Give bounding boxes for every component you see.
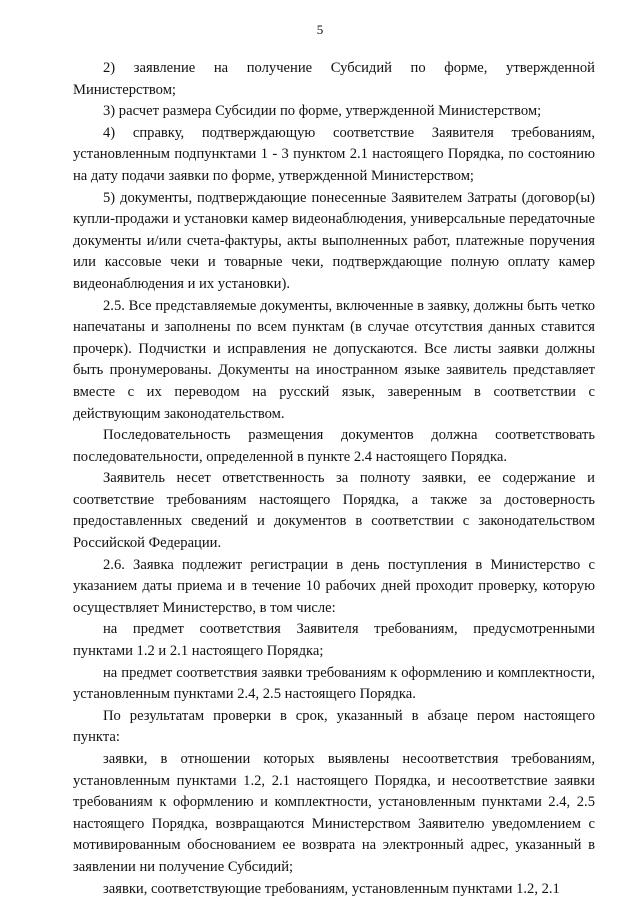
paragraph-item-5: 5) документы, подтверждающие понесенные Заявителем Затраты (договор(ы) купли-продажи и установки камер видеонаблюдения, универсальные передаточные документы и/или счета-фактуры, акты выполненных работ, платежные поручения или кассовые чеки и товарные чеки, подтверждающие полную оплату камер видеонаблюдения и их установки). <box>73 189 595 292</box>
paragraph-applicant-responsibility: Заявитель несет ответственность за полноту заявки, ее содержание и соответствие требованиям настоящего Порядка, а также за достоверность предоставленных сведений и документов в соответствии с законодательством Российской Федерации. <box>73 470 595 552</box>
paragraph-item-3: 3) расчет размера Субсидии по форме, утвержденной Министерством; <box>103 103 542 120</box>
paragraph-document-order: Последовательность размещения документов должна соответствовать последовательности, определенной в пункте 2.4 настоящего Порядка. <box>73 427 595 465</box>
paragraph-compliant-applications: заявки, соответствующие требованиям, установленным пунктами 1.2, 2.1 <box>103 880 560 897</box>
paragraph-clause-2-6: 2.6. Заявка подлежит регистрации в день поступления в Министерство с указанием даты приема и в течение 10 рабочих дней проходит проверку, которую осуществляет Министерство, в том числе: <box>73 556 595 616</box>
paragraph-clause-2-5: 2.5. Все представляемые документы, включенные в заявку, должны быть четко напечатаны и заполнены по всем пунктам (в случае отсутствия данных ставится прочерк). Подчистки и исправления не допускаются. Все листы заявки должны быть пронумерованы. Документы на иностранном языке заявитель представляет вместе с их переводом на русский язык, заверенным в соответствии с действующим законодательством. <box>73 297 595 422</box>
paragraph-check-applicant: на предмет соответствия Заявителя требованиям, предусмотренными пунктами 1.2 и 2.1 настоящего Порядка; <box>73 621 595 660</box>
document-body <box>73 58 595 900</box>
paragraph-item-2: 2) заявление на получение Субсидий по форме, утвержденной Министерством; <box>73 60 595 98</box>
paragraph-item-4: 4) справку, подтверждающую соответствие Заявителя требованиям, установленным подпунктами 1 - 3 пунктом 2.1 настоящего Порядка, по состоянию на дату подачи заявки по форме, утвержденной Министерством; <box>73 124 595 184</box>
paragraph-check-application: на предмет соответствия заявки требованиям к оформлению и комплектности, установленным пунктами 2.4, 2.5 настоящего Порядка. <box>73 664 595 703</box>
paragraph-check-results: По результатам проверки в срок, указанный в абзаце пером настоящего пункта: <box>73 707 595 746</box>
page-number: 5 <box>316 22 324 37</box>
paragraph-returned-applications: заявки, в отношении которых выявлены несоответствия требованиям, установленным пунктами 1.2, 2.1 настоящего Порядка, и несоответствие заявки требованиям к оформлению и комплектности, установленным пунктами 2.4, 2.5 настоящего Порядка, возвращаются Министерством Заявителю уведомлением с мотивированным обоснованием ее возврата на электронный адрес, указанный в заявлении ни получение Субсидий; <box>73 751 595 875</box>
